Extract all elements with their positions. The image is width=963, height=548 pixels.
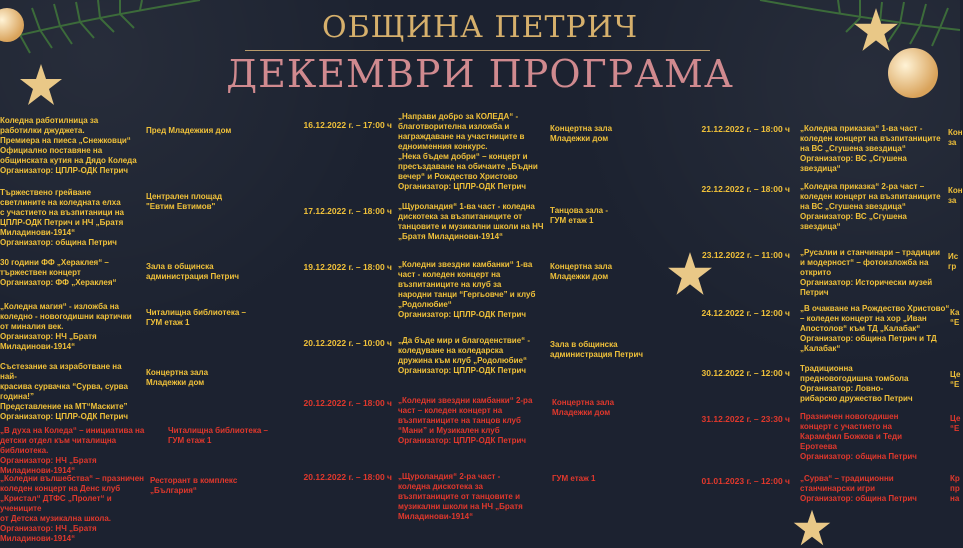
event-text: Тържествено грейване светлините на коледната елха с участието на възпитаници на ЦПЛР-ОДК Петрич и НЧ „Братя Миладинови-1914“ Организатор: община Петрич — [0, 188, 125, 247]
event-date: 24.12.2022 г. – 12:00 ч — [701, 308, 790, 318]
event-date: 30.12.2022 г. – 12:00 ч — [701, 368, 790, 378]
event-text: „Коледни вълшебства“ – празничен коледен концерт на Денс клуб „Кристал“ ДТФС „Пролет“ и учениците от Детска музикална школа. Организатор: НЧ „Братя Миладинови-1914“ — [0, 474, 144, 543]
event-text: „Да бъде мир и благоденствие“ - коледуване на коледарска дружина към клуб „Родолюбие“ Организатор: ЦПЛР-ОДК Петрич — [398, 336, 531, 375]
event-date: 19.12.2022 г. – 18:00 ч — [303, 262, 392, 272]
event-text: „Коледна приказка“ 1-ва част - коледен концерт на възпитаниците на ВС „Сгушена звездица“ Организатор: ВС „Сгушена звездица“ — [800, 124, 941, 173]
event-date: 31.12.2022 г. – 23:30 ч — [701, 414, 790, 424]
event-venue: Це “Е — [950, 370, 961, 389]
event-text: „В духа на Коледа“ – инициатива на детски отдел към читалищна библиотека. Организатор: НЧ „Братя Миладинови-1914“ — [0, 426, 145, 475]
event-text: „Направи добро за КОЛЕДА“ - благотворителна изложба и награждаване на участниците в едноименния конкурс. „Нека бъдем добри“ – концерт и пресъздаване на обичаите „Бъдни вечер“ и Рождество Христово Организатор: ЦПЛР-ОДК Петрич — [398, 112, 538, 191]
event-venue: Централен площад "Евтим Евтимов" — [146, 192, 223, 211]
event-date: 17.12.2022 г. – 18:00 ч — [303, 206, 392, 216]
event-venue: ГУМ етаж 1 — [552, 474, 596, 483]
event-date: 01.01.2023 г. – 12:00 ч — [701, 476, 790, 486]
event-text: „Коледна приказка“ 2-ра част – коледен концерт на възпитаниците на ВС „Сгушена звездица“ Организатор: ВС „Сгушена звездица“ — [800, 182, 941, 231]
event-text: „Коледни звездни камбанки“ 1-ва част - коледен концерт на възпитаниците на клуб за народни танци “Гергьовче” и клуб „Родолюбие“ Организатор: ЦПЛР-ОДК Петрич — [398, 260, 536, 319]
page-subtitle: ДЕКЕМВРИ ПРОГРАМА — [226, 52, 734, 96]
event-text: „Щуроландия“ 2-ра част - коледна дискотека за възпитаниците от танцовите и музикални школи на НЧ „Братя Миладинови-1914“ — [398, 472, 523, 521]
event-text: Празничен новогодишен концерт с участието на Карамфил Божков и Теди Еротеева Организатор: община Петрич — [800, 412, 917, 461]
star-icon — [792, 508, 832, 548]
event-date: 23.12.2022 г. – 11:00 ч — [702, 250, 790, 260]
event-text: Традиционна предновогодишна томбола Организатор: Ловно- рибарско дружество Петрич — [800, 364, 913, 403]
event-text: Коледна работилница за работилки джуджета. Премиера на пиеса „Снежковци“ Официално поставяне на общинската кутия на Дядо Коледа Организатор: ЦПЛР-ОДК Петрич — [0, 116, 137, 175]
event-venue: Зала в общинска администрация Петрич — [146, 262, 240, 281]
event-text: „Коледна магия“ - изложба на коледно - новогодишни картички от миналия век. Организатор: НЧ „Братя Миладинови-1914“ — [0, 302, 132, 351]
event-venue: Концертна зала Младежки дом — [550, 124, 613, 143]
event-venue: Ис гр — [948, 252, 959, 271]
event-venue: Кр пр на — [950, 474, 960, 503]
event-venue: Ка “Е — [950, 308, 960, 327]
event-date: 16.12.2022 г. – 17:00 ч — [303, 120, 392, 130]
event-venue: Танцова зала - ГУМ етаж 1 — [550, 206, 608, 225]
event-text: „Русалии и станчинари – традиции и модерност“ – фотоизложба на открито Организатор: Исторически музей Петрич — [800, 248, 941, 297]
event-venue: Читалищна библиотека – ГУМ етаж 1 — [168, 426, 268, 445]
page-title: ОБЩИНА ПЕТРИЧ — [321, 10, 639, 45]
event-text: „Щуроландия“ 1-ва част - коледна дискотека за възпитаниците от танцовите и музикални школи на НЧ „Братя Миладинови-1914“ — [398, 202, 544, 241]
event-date: 22.12.2022 г. – 18:00 ч — [701, 184, 790, 194]
event-venue: Це “Е — [950, 414, 961, 433]
event-venue: Зала в общинска администрация Петрич — [550, 340, 644, 359]
event-date: 20.12.2022 г. – 18:00 ч — [303, 398, 392, 408]
title-divider — [245, 50, 710, 51]
event-date: 20.12.2022 г. – 10:00 ч — [303, 338, 392, 348]
event-venue: Концертна зала Младежки дом — [146, 368, 209, 387]
event-venue: Концертна зала Младежки дом — [550, 262, 613, 281]
event-text: „Сурва“ – традиционни станчинарски игри Организатор: община Петрич — [800, 474, 917, 503]
event-venue: Кон за — [948, 186, 963, 205]
event-text: Състезание за изработване на най- красива сурвачка “Сурва, сурва година!” Представление на МТ“Маските” Организатор: ЦПЛР-ОДК Петрич — [0, 362, 129, 421]
event-text: „Коледни звездни камбанки“ 2-ра част – коледен концерт на възпитаниците на танцов клуб “Мани” и Музикален клуб Организатор: ЦПЛР-ОДК Петрич — [398, 396, 533, 445]
event-venue: Читалищна библиотека – ГУМ етаж 1 — [146, 308, 246, 327]
event-date: 21.12.2022 г. – 18:00 ч — [701, 124, 790, 134]
event-venue: Ресторант в комплекс „България“ — [150, 476, 238, 495]
event-venue: Концертна зала Младежки дом — [552, 398, 615, 417]
event-date: 20.12.2022 г. – 18:00 ч — [303, 472, 392, 482]
event-venue: Пред Младежкия дом — [146, 126, 232, 135]
event-text: „В очакване на Рождество Христово“ – коледен концерт на хор „Иван Апостолов“ към ТД „Калабак“ Организатор: община Петрич и ТД „Калабак“ — [800, 304, 950, 353]
event-text: 30 години ФФ „Хераклея“ – тържествен концерт Организатор: ФФ „Хераклея“ — [0, 258, 117, 287]
event-venue: Кон за — [948, 128, 963, 147]
